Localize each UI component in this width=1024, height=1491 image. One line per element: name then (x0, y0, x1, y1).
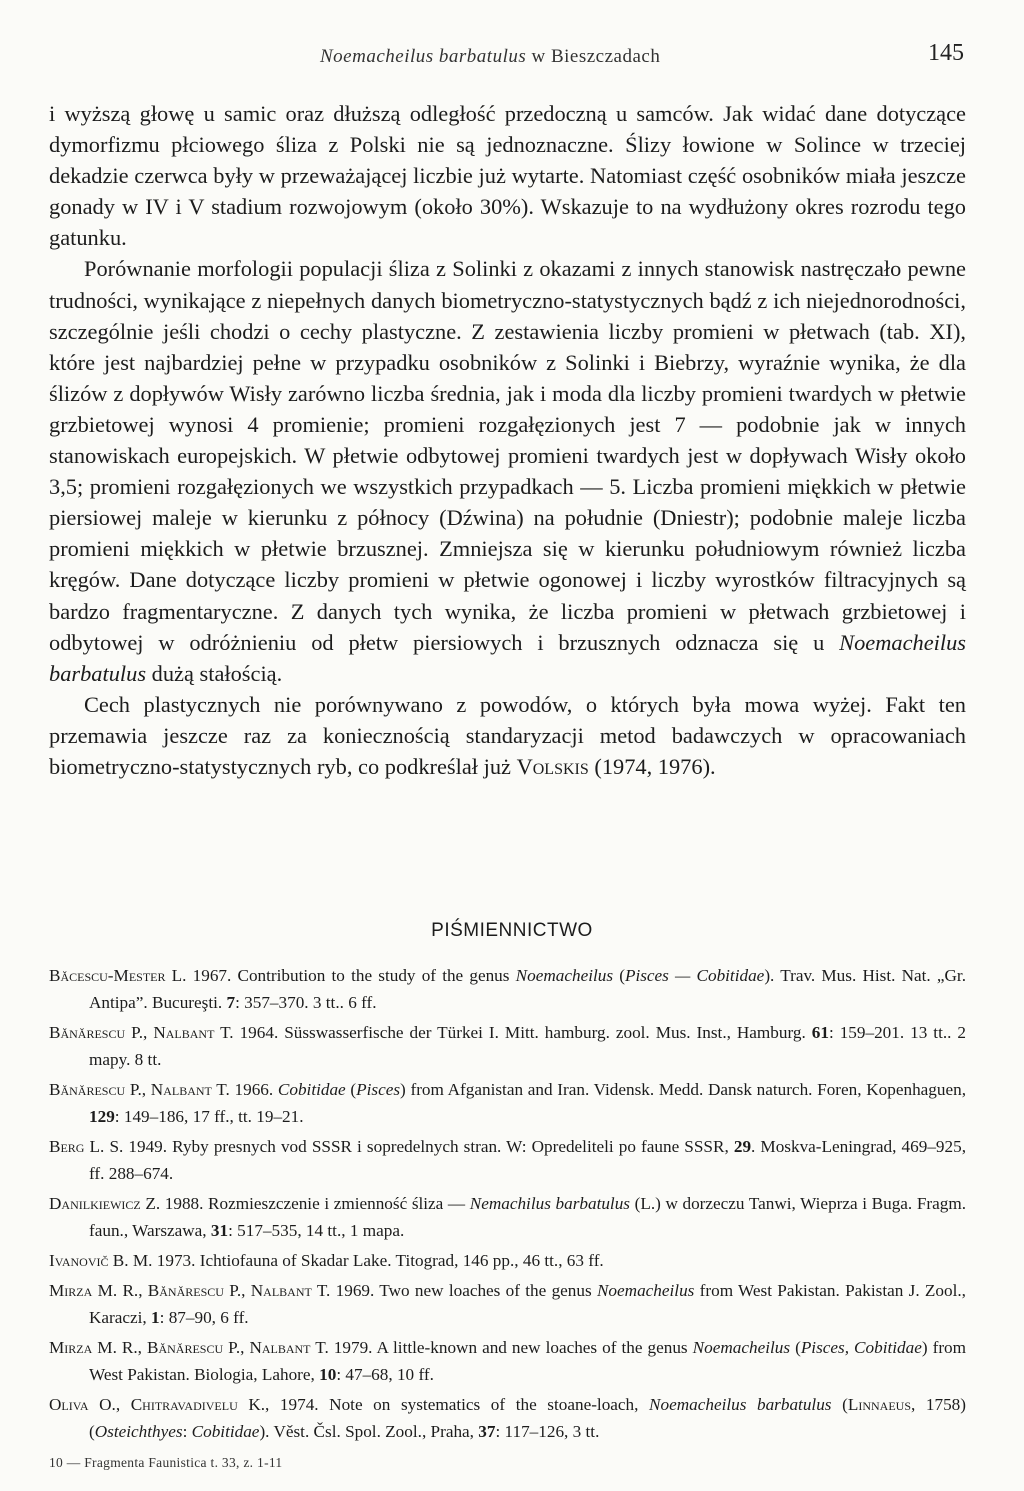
reference-text: 1979. A little-known and new loaches of the genus (328, 1338, 693, 1357)
reference-item (49, 1019, 966, 1073)
reference-text: 1949. Ryby presnych vod SSSR i sopredelnych stran. W: Opredeliteli po faune SSSR, (123, 1137, 734, 1156)
reference-italic: Noemacheilus barbatulus (649, 1395, 832, 1414)
reference-text: ). Trav. Mus. Hist. Nat. „Gr. Antipa”. Bucureşti. (89, 966, 966, 1012)
page-header (0, 40, 1024, 74)
reference-volume: 10 (319, 1365, 337, 1384)
reference-text: : 117–126, 3 tt. (495, 1422, 600, 1441)
reference-item (49, 1190, 966, 1244)
reference-volume: 31 (210, 1221, 229, 1240)
reference-text: ( (790, 1338, 801, 1357)
reference-italic: Nemachilus barbatulus (469, 1194, 630, 1213)
reference-volume: 29 (733, 1137, 752, 1156)
reference-text: 1969. Two new loaches of the genus (330, 1281, 597, 1300)
paragraph-1: i wyższą głowę u samic oraz dłuższą odległość przedoczną u samców. Jak widać dane dotyczące dymorfizmu płciowego śliza z Polski nie są jednoznaczne. Ślizy łowione w Solince w trzeciej dekadzie czerwca były w przeważającej liczbie już wytarte. Natomiast część osobników miała jeszcze gonady w IV i V stadium rozwojowym (około 30%). Wskazuje to na wydłużony okres rozrodu tego gatunku. (49, 101, 966, 251)
reference-author: Mirza M. R., Bănărescu P., Nalbant T. (49, 1338, 329, 1357)
running-title (320, 46, 660, 68)
reference-text: 1988. Rozmieszczenie i zmienność śliza — (160, 1194, 470, 1213)
reference-text: 1966. (229, 1080, 278, 1099)
page-footer: 10 — Fragmenta Faunistica t. 33, z. 1-11 (49, 1455, 283, 1470)
reference-italic: Noemacheilus (692, 1338, 791, 1357)
paragraph-2-text: Porównanie morfologii populacji śliza z Solinki z okazami z innych stanowisk nastręczało pewne trudności, wynikające z niepełnych danych biometryczno-statystycznych bądź z ich niejednorodności, szczególnie jeśli chodzi o cechy plastyczne. Z zestawienia liczby promieni w płetwach (tab. XI), które jest najbardziej pełne w przypadku osobników z Solinki i Biebrzy, wyraźnie wynika, że dla ślizów z dopływów Wisły zarówno liczba średnia, jak i moda dla liczby promieni twardych w płetwie grzbietowej wynosi 4 promienie; promieni rozgałęzionych jest 7 — podobnie jak w innych stanowiskach europejskich. W płetwie odbytowej promieni twardych jest w dopływach Wisły około 3,5; promieni rozgałęzionych we wszystkich przypadkach — 5. Liczba promieni miękkich w płetwie piersiowej maleje w kierunku z północy (Dźwina) na południe (Dniestr); podobnie maleje liczba promieni miękkich w płetwie brzusznej. Zmniejsza się w kierunku południowym również liczba kręgów. Dane dotyczące liczby promieni w płetwie ogonowej i liczby wyrostków filtracyjnych są bardzo fragmentaryczne. Z danych tych wynika, że liczba promieni w płetwach grzbietowej i odbytowej w odróżnieniu od płetw piersiowych i brzusznych odznacza się u (49, 256, 966, 655)
reference-text: ) from West Pakistan. Biologia, Lahore, (89, 1338, 967, 1384)
reference-text: from West Pakistan. Pakistan J. Zool., Karaczi, (89, 1281, 966, 1327)
reference-volume: 37 (478, 1422, 496, 1441)
reference-text: 1967. Contribution to the study of the genus (186, 966, 516, 985)
species-name: Noemacheilus barbatulus (49, 629, 966, 686)
reference-text: : 149–186, 17 ff., tt. 19–21. (114, 1107, 304, 1126)
paragraph-2 (49, 253, 966, 688)
paragraph-2-end: dużą stałością. (146, 660, 283, 686)
reference-item (49, 962, 966, 1016)
reference-author: Ivanovič B. M. (49, 1251, 153, 1270)
reference-author: Danilkiewicz Z. (49, 1194, 161, 1213)
reference-item (49, 1391, 966, 1445)
paragraph-3-text: Cech plastycznych nie porównywano z powodów, o których była mowa wyżej. Fakt ten przemawia jeszcze raz za koniecznością standaryzacji metod badawczych w opracowaniach biometryczno-statystycznych ryb, co podkreślał już (49, 691, 966, 779)
reference-italic: Pisces — Cobitidae (624, 966, 765, 985)
reference-text: ( (613, 966, 625, 985)
references-list (49, 962, 966, 1448)
reference-text: : 159–201. 13 tt.. 2 mapy. 8 tt. (89, 1023, 966, 1069)
references-heading: PIŚMIENNICTWO (431, 920, 593, 941)
reference-text: . Moskva-Leningrad, 469–925, ff. 288–674. (89, 1137, 966, 1183)
reference-item (49, 1076, 966, 1130)
reference-item (49, 1277, 966, 1331)
cited-author: Volskis (516, 753, 589, 779)
page-number: 145 (928, 40, 964, 66)
running-title-rest: w Bieszczadach (526, 46, 661, 67)
reference-item (49, 1247, 966, 1274)
reference-text: : 87–90, 6 ff. (159, 1308, 249, 1327)
reference-author: Berg L. S. (49, 1137, 124, 1156)
reference-text: (L.) w dorzeczu Tanwi, Wieprza i Buga. Fragm. faun., Warszawa, (89, 1194, 967, 1240)
reference-author: Bănărescu P., Nalbant T. (49, 1080, 230, 1099)
reference-text: ( (345, 1080, 357, 1099)
reference-text: , 1758) ( (89, 1395, 966, 1441)
reference-text: , 1974. Note on systematics of the stoane-loach, (265, 1395, 650, 1414)
running-title-italic: Noemacheilus barbatulus (320, 46, 527, 67)
reference-volume: 61 (811, 1023, 829, 1042)
reference-text: ). Věst. Čsl. Spol. Zool., Praha, (259, 1422, 479, 1441)
reference-italic: Noemacheilus (596, 1281, 695, 1300)
reference-volume: 7 (226, 993, 236, 1012)
reference-text: ) from Afganistan and Iran. Vidensk. Medd. Dansk naturch. Foren, Kopenhaguen, (400, 1080, 967, 1099)
reference-italic: Noemacheilus (515, 966, 614, 985)
reference-item (49, 1133, 966, 1187)
reference-item (49, 1334, 966, 1388)
reference-text: : 47–68, 10 ff. (336, 1365, 434, 1384)
reference-text: ( (831, 1395, 848, 1414)
reference-italic: Pisces (356, 1080, 401, 1099)
reference-author: Mirza M. R., Bănărescu P., Nalbant T. (49, 1281, 331, 1300)
reference-italic: Cobitidae (191, 1422, 260, 1441)
reference-author: Băcescu-Mester L. (49, 966, 187, 985)
paragraph-3 (49, 689, 966, 782)
reference-volume: 129 (89, 1107, 115, 1126)
reference-italic: Cobitidae (277, 1080, 346, 1099)
reference-text: 1964. Süsswasserfische der Türkei I. Mitt. hamburg. zool. Mus. Inst., Hamburg. (233, 1023, 812, 1042)
body-text (49, 98, 966, 782)
reference-author: Oliva O., Chitravadivelu K. (49, 1395, 266, 1414)
reference-author: Linnaeus (847, 1395, 911, 1414)
reference-italic: Pisces, Cobitidae (800, 1338, 922, 1357)
reference-text: : 517–535, 14 tt., 1 mapa. (228, 1221, 405, 1240)
reference-author: Bănărescu P., Nalbant T. (49, 1023, 234, 1042)
paragraph-3-end: (1974, 1976). (588, 753, 716, 779)
reference-text: : 357–370. 3 tt.. 6 ff. (235, 993, 377, 1012)
reference-italic: Osteichthyes (94, 1422, 183, 1441)
reference-volume: 1 (151, 1308, 160, 1327)
reference-text: : (182, 1422, 192, 1441)
reference-text: 1973. Ichtiofauna of Skadar Lake. Titograd, 146 pp., 46 tt., 63 ff. (152, 1251, 604, 1270)
